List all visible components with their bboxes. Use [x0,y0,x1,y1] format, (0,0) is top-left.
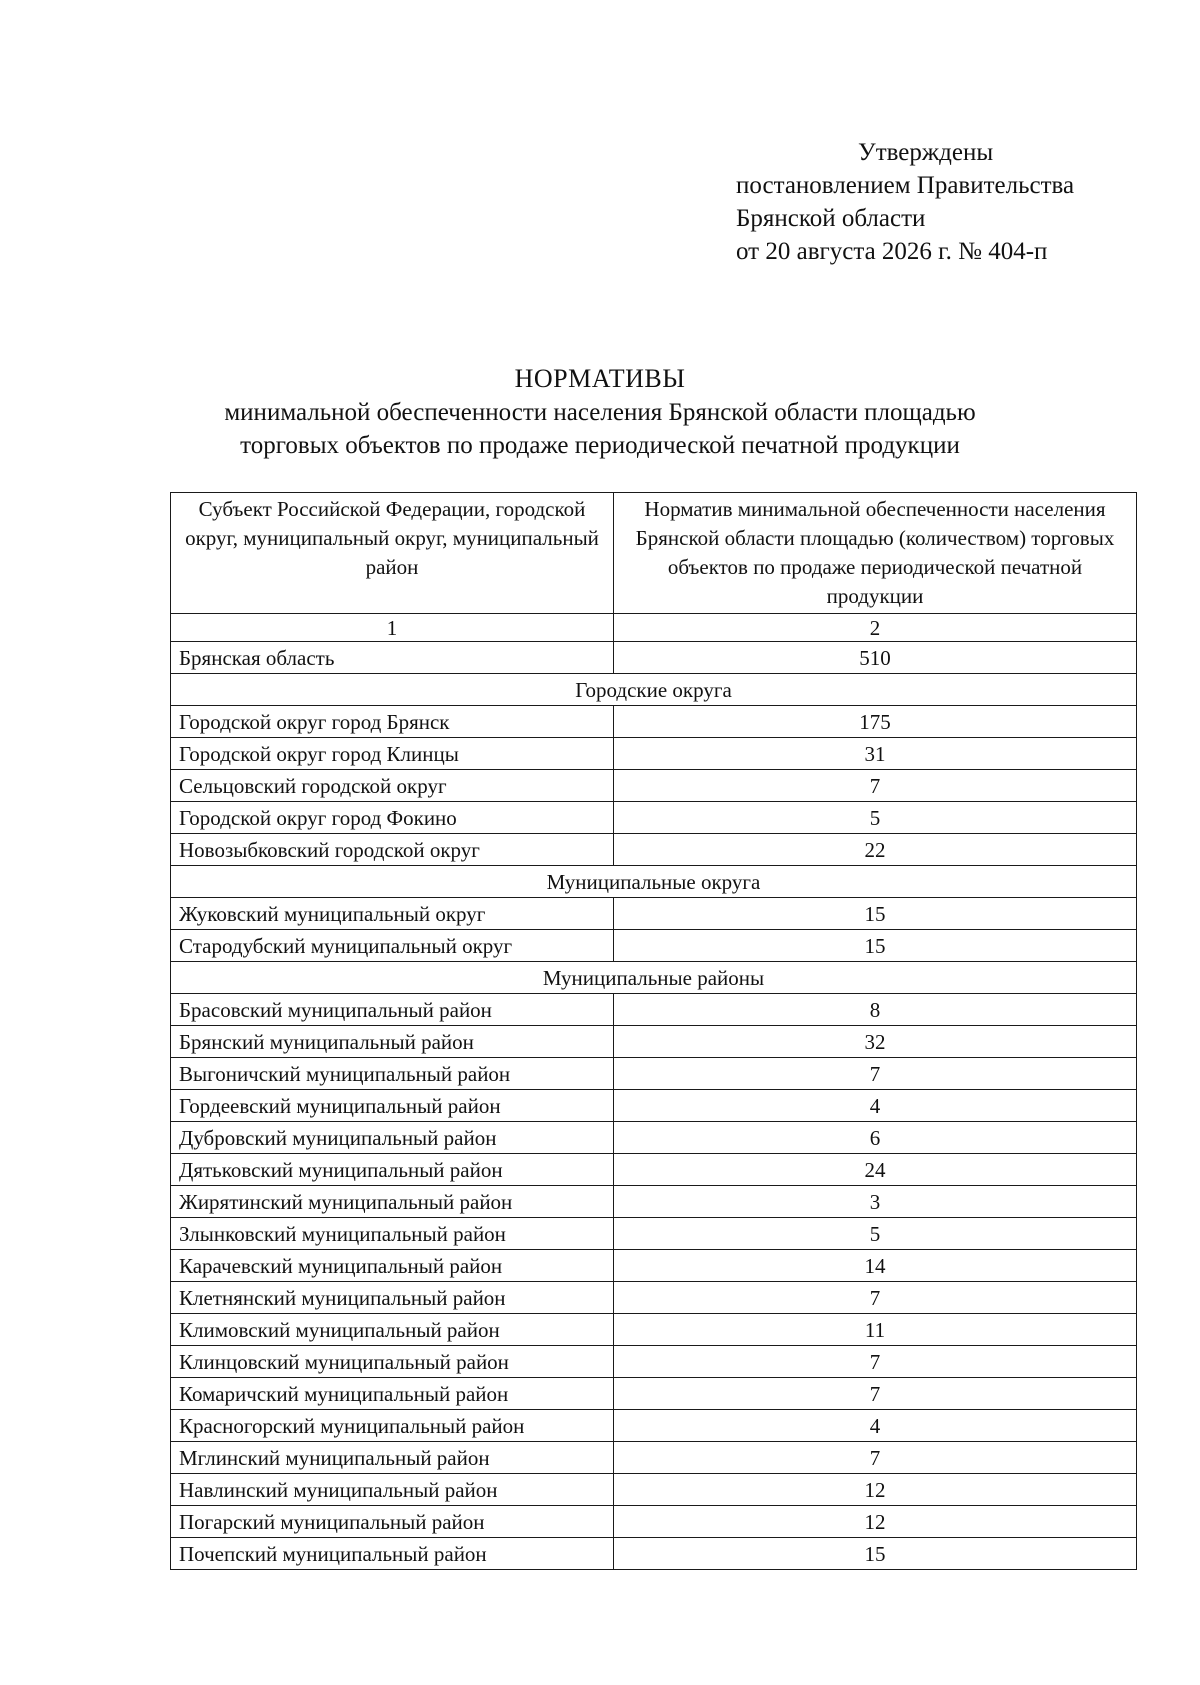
section-row [171,962,1137,994]
row-name: Городской округ город Фокино [171,802,614,834]
table-row [171,898,1137,930]
column-header-subject: Субъект Российской Федерации, городской округ, муниципальный округ, муниципальный район [171,493,614,614]
table-row [171,994,1137,1026]
column-header-norm: Норматив минимальной обеспеченности населения Брянской области площадью (количеством) торговых объектов по продаже периодической печатной продукции [614,493,1137,614]
title-line: торговых объектов по продаже периодической печатной продукции [240,432,960,459]
row-value: 7 [614,770,1137,802]
row-value: 3 [614,1186,1137,1218]
row-value: 12 [614,1474,1137,1506]
row-value: 175 [614,706,1137,738]
total-row-value: 510 [614,642,1137,674]
table-row [171,1410,1137,1442]
title-line: минимальной обеспеченности населения Брянской области площадью [224,399,976,426]
total-row [171,642,1137,674]
table-row [171,1026,1137,1058]
title-heading: НОРМАТИВЫ [514,364,686,393]
table-row [171,706,1137,738]
row-value: 14 [614,1250,1137,1282]
row-name: Клетнянский муниципальный район [171,1282,614,1314]
table-row [171,1218,1137,1250]
row-name: Комаричский муниципальный район [171,1378,614,1410]
row-name: Брасовский муниципальный район [171,994,614,1026]
section-row [171,866,1137,898]
row-value: 5 [614,802,1137,834]
table-row [171,1378,1137,1410]
row-value: 22 [614,834,1137,866]
row-value: 7 [614,1442,1137,1474]
table-row [171,1474,1137,1506]
row-value: 7 [614,1282,1137,1314]
table-row [171,1314,1137,1346]
table-row [171,1442,1137,1474]
section-title: Муниципальные округа [171,866,1137,898]
row-name: Жуковский муниципальный округ [171,898,614,930]
approval-line: от 20 августа 2026 г. № 404-п [736,238,1048,265]
row-value: 6 [614,1122,1137,1154]
row-value: 4 [614,1410,1137,1442]
row-value: 32 [614,1026,1137,1058]
approval-block [736,136,1074,268]
row-name: Погарский муниципальный район [171,1506,614,1538]
row-value: 15 [614,930,1137,962]
row-name: Брянский муниципальный район [171,1026,614,1058]
row-value: 24 [614,1154,1137,1186]
table-row [171,770,1137,802]
row-name: Мглинский муниципальный район [171,1442,614,1474]
row-name: Городской округ город Клинцы [171,738,614,770]
row-value: 12 [614,1506,1137,1538]
row-name: Климовский муниципальный район [171,1314,614,1346]
row-value: 5 [614,1218,1137,1250]
row-name: Городской округ город Брянск [171,706,614,738]
row-name: Гордеевский муниципальный район [171,1090,614,1122]
table-row [171,930,1137,962]
table-row [171,802,1137,834]
total-row-name: Брянская область [171,642,614,674]
row-name: Злынковский муниципальный район [171,1218,614,1250]
row-name: Карачевский муниципальный район [171,1250,614,1282]
row-value: 7 [614,1378,1137,1410]
row-value: 31 [614,738,1137,770]
table-row [171,1282,1137,1314]
table-row [171,1058,1137,1090]
column-number: 2 [614,614,1137,642]
row-name: Дятьковский муниципальный район [171,1154,614,1186]
table-row [171,1250,1137,1282]
row-value: 15 [614,1538,1137,1570]
row-name: Красногорский муниципальный район [171,1410,614,1442]
table-row [171,1186,1137,1218]
column-number-row [171,614,1137,642]
row-value: 7 [614,1058,1137,1090]
document-title [0,362,1200,462]
table-row [171,1154,1137,1186]
norms-table [170,492,1137,1570]
row-name: Жирятинский муниципальный район [171,1186,614,1218]
approval-line: Брянской области [736,205,926,232]
row-name: Навлинский муниципальный район [171,1474,614,1506]
table-row [171,1346,1137,1378]
table-row [171,1122,1137,1154]
section-title: Городские округа [171,674,1137,706]
approval-line: Утверждены [858,139,994,166]
column-number: 1 [171,614,614,642]
row-name: Выгоничский муниципальный район [171,1058,614,1090]
table-row [171,1090,1137,1122]
section-row [171,674,1137,706]
row-name: Дубровский муниципальный район [171,1122,614,1154]
section-title: Муниципальные районы [171,962,1137,994]
row-name: Клинцовский муниципальный район [171,1346,614,1378]
row-value: 4 [614,1090,1137,1122]
row-name: Стародубский муниципальный округ [171,930,614,962]
approval-line: постановлением Правительства [736,172,1075,199]
table-row [171,1506,1137,1538]
table-row [171,738,1137,770]
row-value: 8 [614,994,1137,1026]
row-name: Почепский муниципальный район [171,1538,614,1570]
row-name: Сельцовский городской округ [171,770,614,802]
row-name: Новозыбковский городской округ [171,834,614,866]
table-row [171,834,1137,866]
row-value: 11 [614,1314,1137,1346]
row-value: 15 [614,898,1137,930]
table-header-row [171,493,1137,614]
table-row [171,1538,1137,1570]
row-value: 7 [614,1346,1137,1378]
